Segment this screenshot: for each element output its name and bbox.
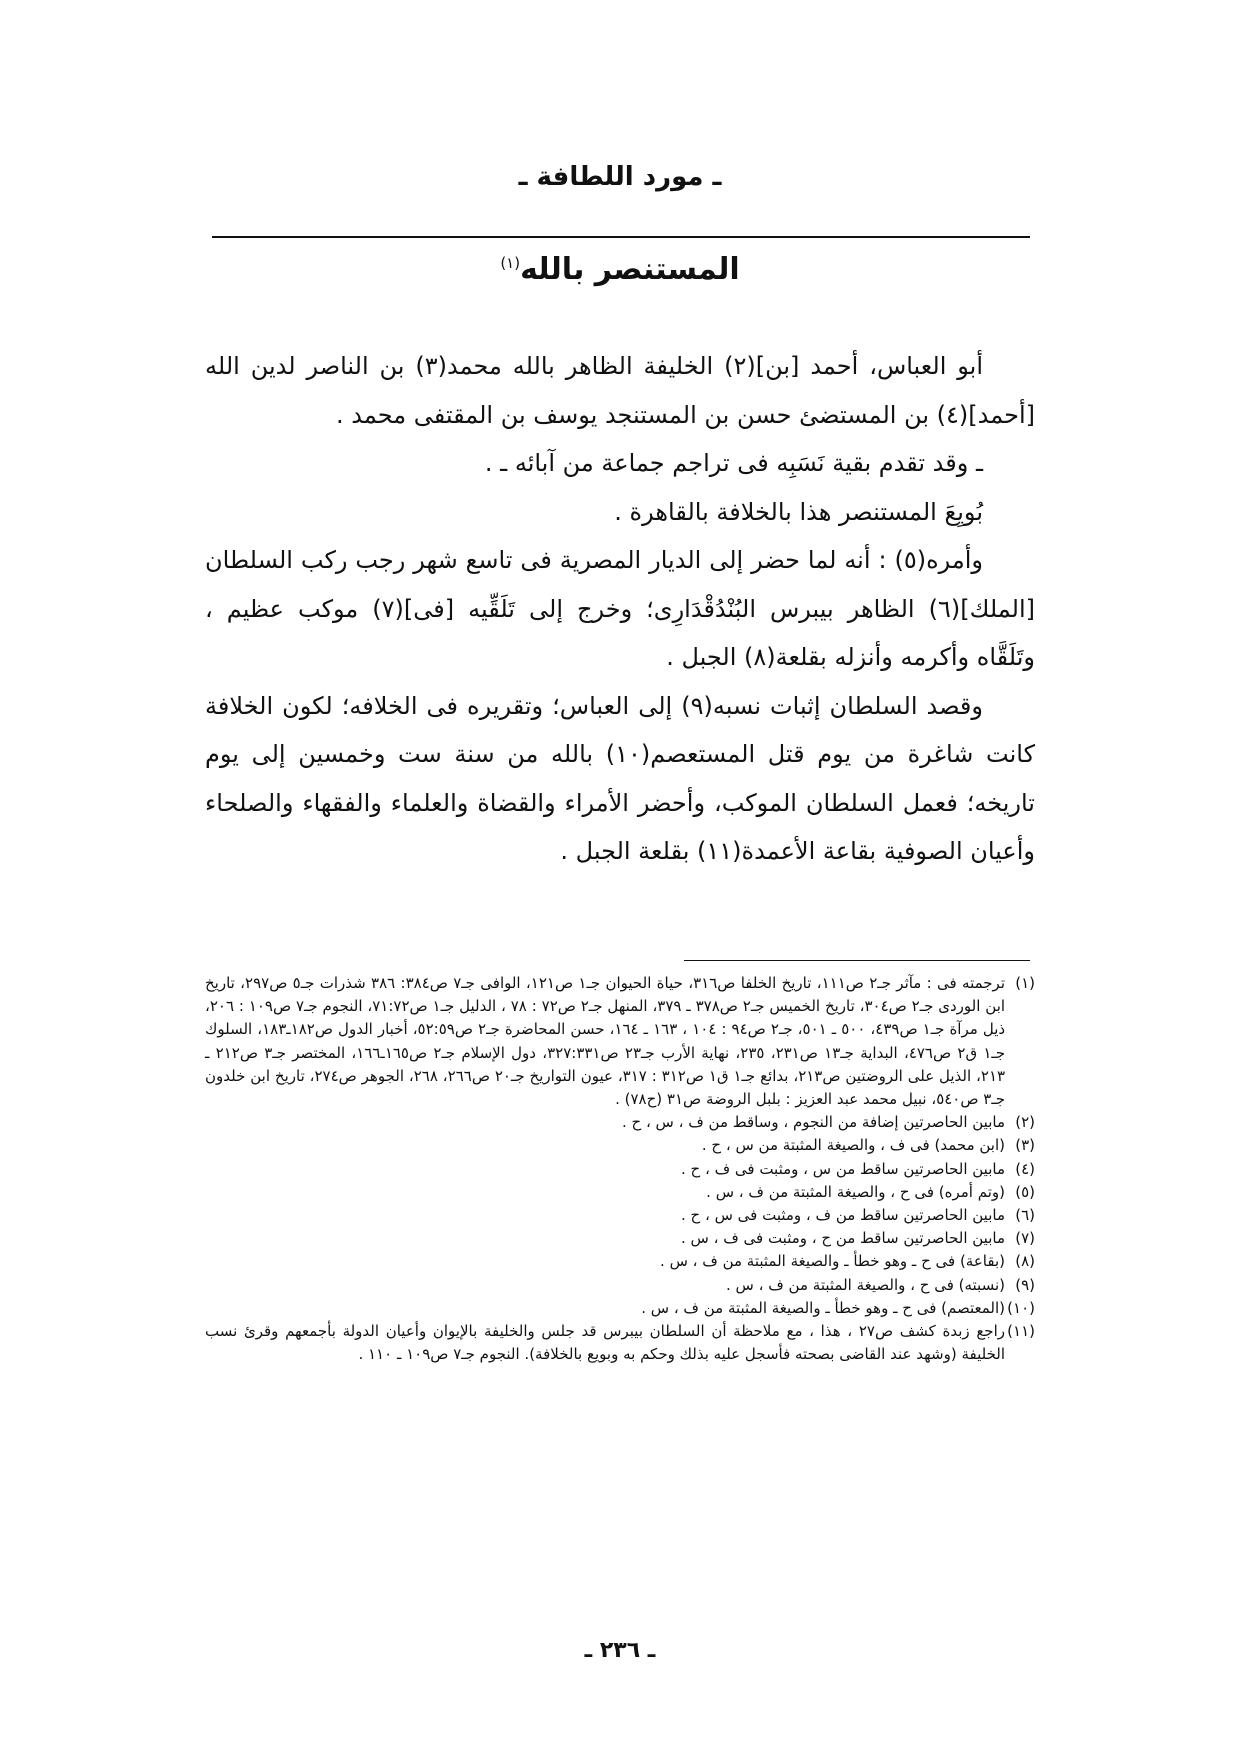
- footnote-number: (٦): [1015, 1206, 1035, 1225]
- header-rule: [212, 236, 1030, 238]
- footnote-number: (٨): [1015, 1252, 1035, 1271]
- footnote-text: (بقاعة) فى ح ـ وهو خطأ ـ والصيغة المثبتة من ف ، س .: [660, 1252, 1005, 1271]
- footnote: [205, 1204, 1035, 1227]
- footnote-text: ترجمته فى : مآثر جـ٢ ص١١١، تاريخ الخلفا ص٣١٦، حياة الحيوان جـ١ ص١٢١، الوافى جـ٧ ص٣٨٤: ٣٨٦ شذرات جـ٥ ص٢٩٧، تاريخ ابن الوردى جـ٢ ص٣٠٤، تاريخ الخميس جـ٢ ص٣٧٨ ـ ٣٧٩، المنهل جـ٢ ص٧٢ : ٧٨ ، الدليل جـ١ ص٧١:٧٢، النجوم جـ٧ ص١٠٩ : ٢٠٦، ذيل مرآة جـ١ ص٤٣٩، ٥٠٠ ـ ٥٠١، جـ٢ ص٩٤ : ١٠٤ ، ١٦٣ ـ ١٦٤، حسن المحاضرة جـ٢ ص٥٢:٥٩، أخبار الدول ص١٨٢ـ١٨٣، السلوك جـ١ ق٢ ص٤٧٦، البداية جـ١٣ ص٢٣١، ٢٣٥، نهاية الأرب جـ٢٣ ص٣٢٧:٣٣١، دول الإسلام جـ٢ ص١٦٥ـ١٦٦، المختصر جـ٣ ص٢١٢ ـ ٢١٣، الذيل على الروضتين ص٢١٣، بدائع جـ١ ق١ ص٣١٢ : ٣١٧، عيون التواريخ جـ٢٠ ص٢٦٦، ٢٦٨، الجوهر ص٢٧٤، تاريخ ابن خلدون جـ٣ ص٥٤٠، نبيل محمد عبد العزيز : بلبل الروضة ص٣١ (ح٧٨) .: [205, 974, 1006, 1109]
- footnote: [205, 1250, 1035, 1273]
- footnote-number: (٧): [1015, 1229, 1035, 1248]
- paragraph-lineage-proof: وقصد السلطان إثبات نسبه(٩) إلى العباس؛ وتقريره فى الخلافه؛ لكون الخلافة كانت شاغرة من يوم قتل المستعصم(١٠) بالله من سنة ست وخمسين إلى يوم تاريخه؛ فعمل السلطان الموكب، وأحضر الأمراء والقضاة والعلماء والفقهاء والصلحاء وأعيان الصوفية بقاعة الأعمدة(١١) بقلعة الجبل .: [205, 691, 1036, 865]
- footnote-text: (نسبته) فى ح ، والصيغة المثبتة من ف ، س .: [726, 1275, 1005, 1294]
- footnotes: [205, 972, 1035, 1366]
- main-text: [205, 342, 1035, 876]
- footnote-number: (٤): [1015, 1159, 1035, 1178]
- chapter-title-text: المستنصر بالله: [520, 252, 740, 287]
- footnote: [205, 1134, 1035, 1157]
- footnote: [205, 1297, 1035, 1320]
- chapter-title-footnote-ref: (١): [500, 254, 521, 272]
- footnote-number: (٢): [1015, 1113, 1035, 1132]
- paragraph-lineage: أبو العباس، أحمد [بن](٢) الخليفة الظاهر بالله محمد(٣) بن الناصر لدين الله [أحمد](٤) بن المستضئ حسن بن المستنجد يوسف بن المقتفى محمد .: [205, 352, 1035, 429]
- footnote: [205, 1227, 1035, 1250]
- footnote-text: مابين الحاصرتين ساقط من ح ، ومثبت فى ف ، س .: [680, 1229, 1005, 1248]
- footnote-rule: [684, 960, 1030, 961]
- paragraph-allegiance: بُويِعَ المستنصر هذا بالخلافة بالقاهرة .: [614, 497, 983, 526]
- paragraph-arrival: وأمره(٥) : أنه لما حضر إلى الديار المصرية فى تاسع شهر رجب ركب السلطان [الملك](٦) الظاهر بيبرس البُنْدُقْدَارِى؛ وخرج إلى تَلَقِّيه [فى](٧) موكب عظيم ، وتَلَقَّاه وأكرمه وأنزله بقلعة(٨) الجبل .: [205, 546, 1035, 671]
- footnote-number: (٣): [1015, 1136, 1035, 1155]
- footnote-number: (٥): [1015, 1182, 1035, 1201]
- footnote: [205, 1274, 1035, 1297]
- footnote: [205, 1111, 1035, 1134]
- footnote-number: (١٠): [1007, 1298, 1035, 1317]
- page-number: ـ ٢٣٦ ـ: [584, 1638, 656, 1663]
- footnote: [205, 1181, 1035, 1204]
- paragraph-lineage-note: ـ وقد تقدم بقية نَسَبِه فى تراجم جماعة من آبائه ـ .: [484, 449, 983, 477]
- footnote-number: (١): [1015, 974, 1036, 992]
- footnote-text: (وتم أمره) فى ح ، والصيغة المثبتة من ف ، س .: [706, 1182, 1005, 1201]
- running-header: ـ مورد اللطافة ـ: [518, 162, 722, 192]
- footnote: [205, 1320, 1035, 1366]
- footnote: [205, 1158, 1035, 1181]
- footnote-text: مابين الحاصرتين إضافة من النجوم ، وساقط من ف ، س ، ح .: [621, 1113, 1005, 1132]
- footnote-text: (ابن محمد) فى ف ، والصيغة المثبتة من س ، ح .: [701, 1136, 1005, 1155]
- footnote-text: راجع زبدة كشف ص٢٧ ، هذا ، مع ملاحظة أن السلطان بيبرس قد جلس والخليفة بالإيوان وأعيان الدولة بأجمعهم وقرئ نسب الخليفة (وشهد عند القاضى بصحته فأسجل عليه بذلك وحكم به وبويع بالخلافة). النجوم جـ٧ ص١٠٩ ـ ١١٠ .: [205, 1322, 1005, 1364]
- chapter-title: [0, 252, 1240, 287]
- footnote: [205, 972, 1035, 1111]
- footnote-number: (١١): [1007, 1322, 1035, 1341]
- footnote-number: (٩): [1015, 1275, 1035, 1294]
- footnote-text: مابين الحاصرتين ساقط من س ، ومثبت فى ف ، ح .: [680, 1159, 1005, 1178]
- footnote-text: مابين الحاصرتين ساقط من ف ، ومثبت فى س ، ح .: [680, 1206, 1005, 1225]
- footnote-text: (المعتصم) فى ح ـ وهو خطأ ـ والصيغة المثبتة من ف ، س .: [641, 1298, 1005, 1317]
